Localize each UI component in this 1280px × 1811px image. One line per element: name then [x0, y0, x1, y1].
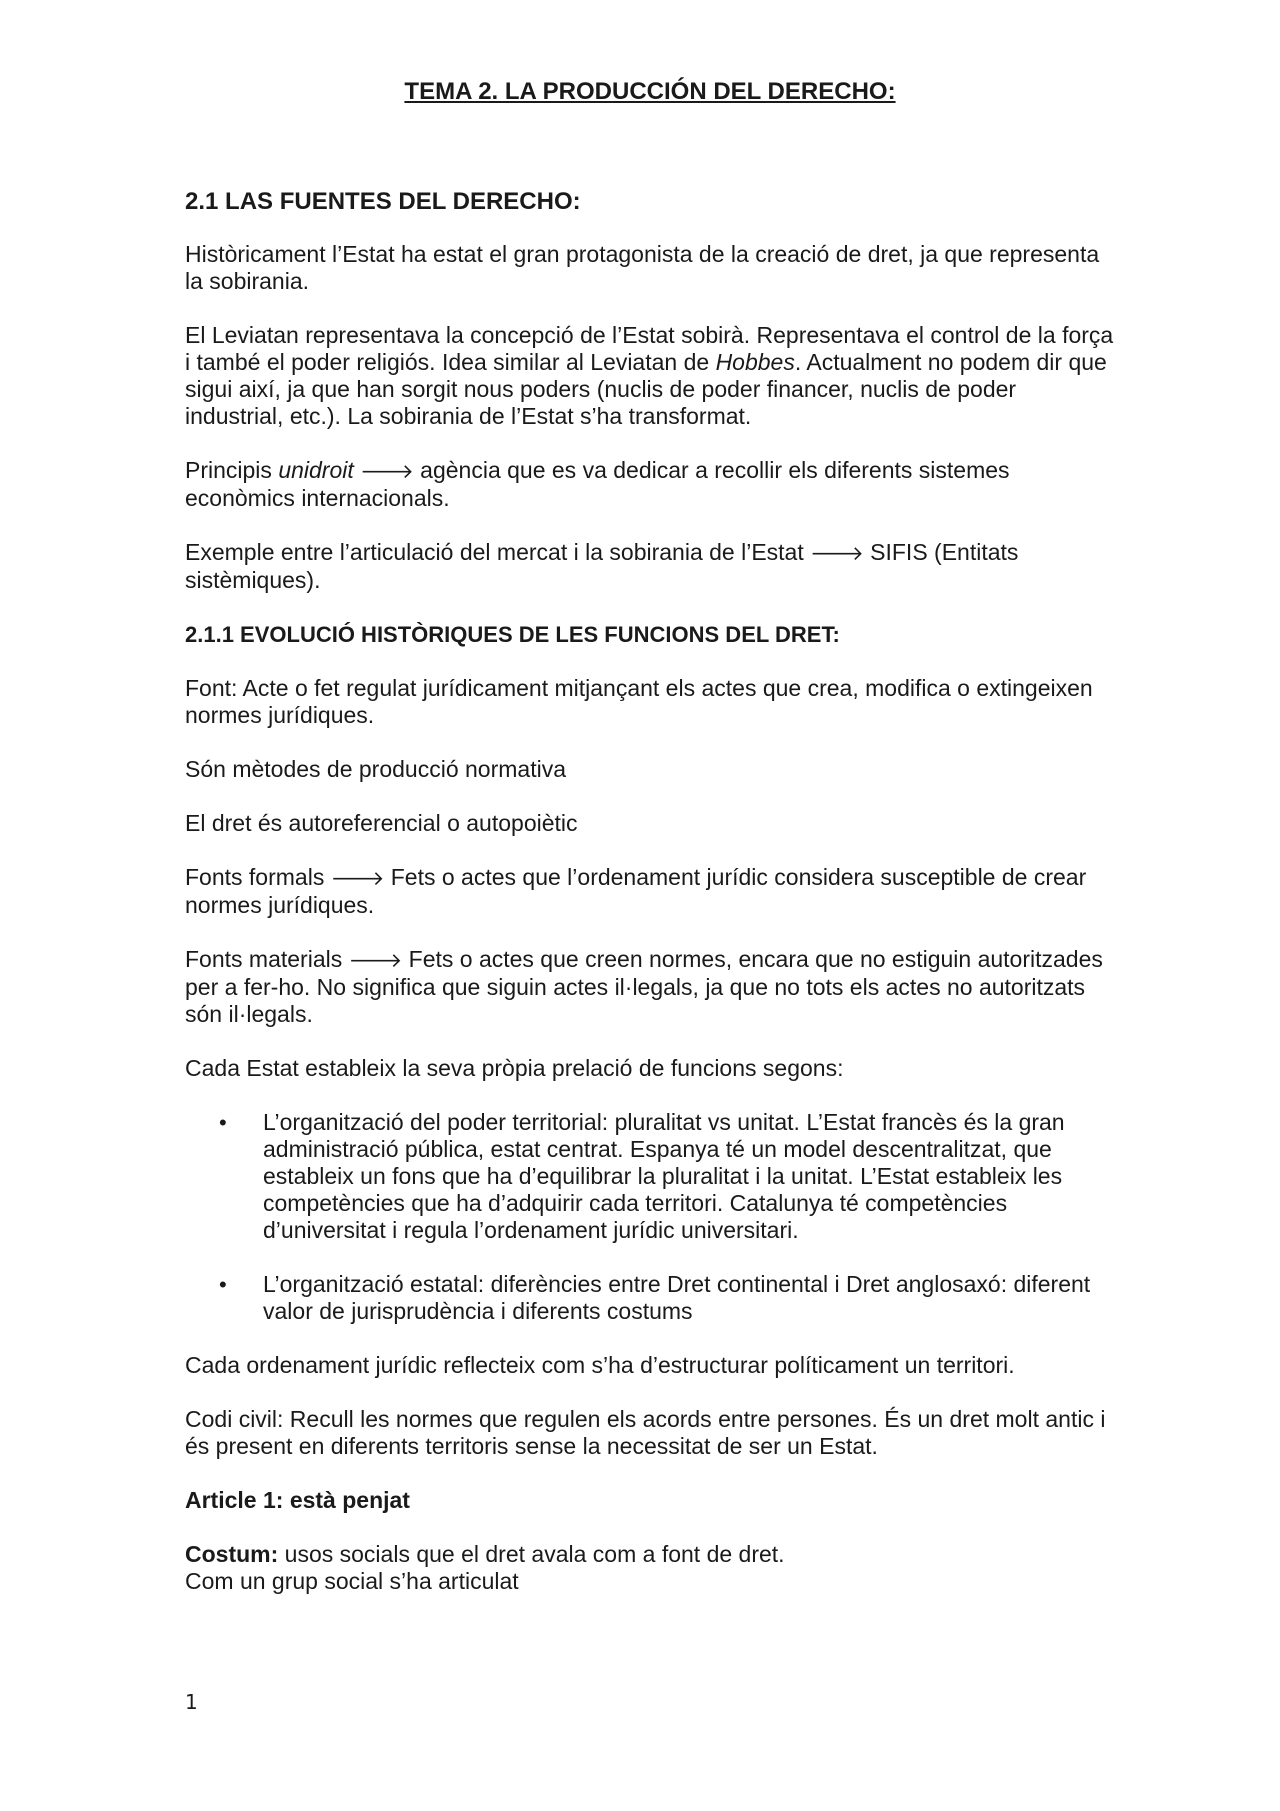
list-item — [219, 1271, 1115, 1325]
hobbes-italic: Hobbes — [715, 349, 795, 375]
bullet-icon: • — [219, 1110, 227, 1135]
paragraph-codi-civil: Codi civil: Recull les normes que regulen els acords entre persones. És un dret molt antic i és present en diferents territoris sense la necessitat de ser un Estat. — [185, 1406, 1106, 1459]
arrow-right-icon: 🡒 — [330, 866, 385, 890]
paragraph-ordenament: Cada ordenament jurídic reflecteix com s’ha d’estructurar políticament un territori. — [185, 1352, 1015, 1378]
page-number: 1 — [185, 1690, 198, 1714]
costum-text: usos socials que el dret avala com a font de dret. — [278, 1541, 785, 1567]
paragraph-prelacio: Cada Estat estableix la seva pròpia prelació de funcions segons: — [185, 1055, 844, 1081]
paragraph-sifis — [185, 539, 1115, 594]
fonts-formals-text: Fets o actes que l’ordenament jurídic considera susceptible de crear normes jurídiques. — [185, 864, 1087, 918]
paragraph-estat-protagonista: Històricament l’Estat ha estat el gran protagonista de la creació de dret, ja que representa la sobirania. — [185, 241, 1100, 294]
fonts-materials-label: Fonts materials — [185, 946, 343, 972]
paragraph-sifis-prefix: Exemple entre l’articulació del mercat i la sobirania de l’Estat — [185, 539, 804, 565]
paragraph-leviatan-text-1: El Leviatan representava la concepció de l’Estat sobirà. Representava el control de la força i també el poder religiós. Idea similar al Leviatan de — [185, 322, 1114, 375]
fonts-materials-text: Fets o actes que creen normes, encara que no estiguin autoritzades per a fer-ho. No significa que siguin actes il·legals, ja que no tots els actes no autoritzats són il·legals. — [185, 946, 1103, 1027]
paragraph-leviatan — [185, 322, 1115, 430]
document-title: TEMA 2. LA PRODUCCIÓN DEL DERECHO: — [404, 78, 896, 105]
bullet-icon: • — [219, 1272, 227, 1297]
paragraph-metodes: Són mètodes de producció normativa — [185, 756, 566, 782]
paragraph-fonts-materials — [185, 946, 1115, 1028]
arrow-right-icon: 🡒 — [360, 459, 414, 483]
unidroit-italic: unidroit — [278, 457, 354, 483]
list-item-text: L’organització estatal: diferències entre Dret continental i Dret anglosaxó: diferent valor de jurisprudència i diferents costums — [263, 1271, 1091, 1324]
list-item-text: L’organització del poder territorial: pluralitat vs unitat. L’Estat francès és la gran administració pública, estat centrat. Espanya té un model descentralitzat, que estableix un fons que ha d’equilibrar la pluralitat i la unitat. L’Estat estableix les competències que ha d’adquirir cada territori. Catalunya té competències d’universitat i regula l’ordenament jurídic universitari. — [263, 1109, 1065, 1243]
arrow-right-icon: 🡒 — [348, 948, 403, 972]
section-heading-fuentes: 2.1 LAS FUENTES DEL DERECHO: — [185, 188, 581, 215]
paragraph-font-definicio: Font: Acte o fet regulat jurídicament mitjançant els actes que crea, modifica o extingeixen normes jurídiques. — [185, 675, 1093, 728]
paragraph-leviatan-text-2: . Actualment no podem dir que sigui així, ja que han sorgit nous poders (nuclis de poder financer, nuclis de poder industrial, etc.). La sobirania de l’Estat s’ha transformat. — [185, 349, 1107, 429]
arrow-right-icon: 🡒 — [810, 541, 864, 565]
paragraph-article-1: Article 1: està penjat — [185, 1487, 410, 1513]
paragraph-sifis-suffix: SIFIS (Entitats sistèmiques). — [185, 539, 1019, 593]
paragraph-grup-social: Com un grup social s’ha articulat — [185, 1568, 519, 1594]
fonts-formals-label: Fonts formals — [185, 864, 325, 890]
costum-label: Costum: — [185, 1541, 279, 1567]
paragraph-autopoietic: El dret és autoreferencial o autopoiètic — [185, 810, 578, 836]
paragraph-costum — [185, 1541, 1115, 1568]
paragraph-unidroit — [185, 457, 1115, 512]
paragraph-unidroit-suffix: agència que es va dedicar a recollir els diferents sistemes econòmics internacionals. — [185, 457, 1010, 511]
subsection-heading-evolucio: 2.1.1 EVOLUCIÓ HISTÒRIQUES DE LES FUNCIONS DEL DRET: — [185, 622, 840, 647]
document-body — [185, 78, 1115, 1595]
paragraph-unidroit-prefix: Principis — [185, 457, 279, 483]
list-item — [219, 1109, 1115, 1244]
paragraph-fonts-formals — [185, 864, 1115, 919]
bullet-list — [185, 1109, 1115, 1325]
